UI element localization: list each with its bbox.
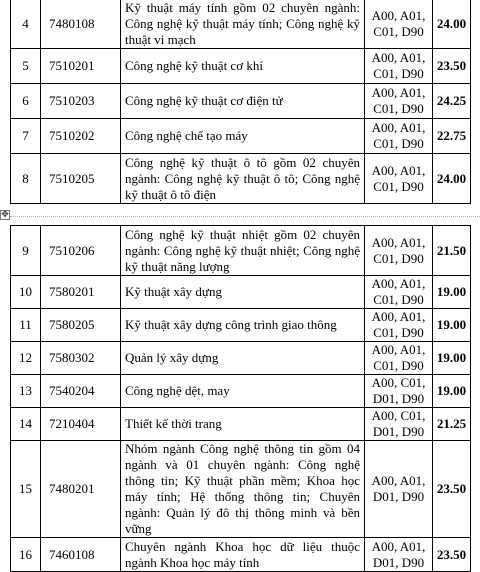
table-row xyxy=(11,375,471,408)
subject-combos: A00, A01, C01, D90 xyxy=(365,0,433,49)
admission-score: 24.00 xyxy=(433,154,471,204)
admission-score: 23.50 xyxy=(433,538,471,572)
admission-score: 19.00 xyxy=(433,276,471,309)
major-name: Công nghệ kỹ thuật nhiệt gồm 02 chuyên ngành: Công nghệ kỹ thuật nhiệt; Công nghệ kỹ thuật năng lượng xyxy=(121,226,365,276)
major-name: Công nghệ kỹ thuật cơ khí xyxy=(121,49,365,84)
admission-score: 19.00 xyxy=(433,309,471,342)
table-row xyxy=(11,441,471,538)
row-index: 6 xyxy=(11,84,41,119)
row-index: 5 xyxy=(11,49,41,84)
row-index: 4 xyxy=(11,0,41,49)
admission-score: 24.00 xyxy=(433,0,471,49)
table-row xyxy=(11,119,471,154)
major-name: Kỹ thuật xây dựng xyxy=(121,276,365,309)
major-code: 7540204 xyxy=(41,375,121,408)
table-row xyxy=(11,154,471,204)
subject-combos: A00, A01, C01, D90 xyxy=(365,276,433,309)
major-code: 7210404 xyxy=(41,408,121,441)
table-row xyxy=(11,408,471,441)
subject-combos: A00, A01, D01, D90 xyxy=(365,441,433,538)
row-index: 8 xyxy=(11,154,41,204)
major-name: Công nghệ kỹ thuật cơ điện tử xyxy=(121,84,365,119)
subject-combos: A00, A01, C01, D90 xyxy=(365,119,433,154)
major-code: 7510203 xyxy=(41,84,121,119)
subject-combos: A00, A01, C01, D90 xyxy=(365,49,433,84)
table-row xyxy=(11,538,471,572)
major-name: Công nghệ dệt, may xyxy=(121,375,365,408)
admission-score: 19.00 xyxy=(433,342,471,375)
row-index: 11 xyxy=(11,309,41,342)
subject-combos: A00, C01, D01, D90 xyxy=(365,375,433,408)
row-index: 12 xyxy=(11,342,41,375)
major-name: Quản lý xây dựng xyxy=(121,342,365,375)
major-code: 7580205 xyxy=(41,309,121,342)
major-name: Chuyên ngành Khoa học dữ liệu thuộc ngành Khoa học máy tính xyxy=(121,538,365,572)
table-row xyxy=(11,226,471,276)
admission-score: 24.25 xyxy=(433,84,471,119)
table-row xyxy=(11,276,471,309)
major-code: 7460108 xyxy=(41,538,121,572)
table-row xyxy=(11,49,471,84)
admission-score: 21.25 xyxy=(433,408,471,441)
major-name: Kỹ thuật xây dựng công trình giao thông xyxy=(121,309,365,342)
row-index: 13 xyxy=(11,375,41,408)
row-index: 7 xyxy=(11,119,41,154)
major-code: 7580201 xyxy=(41,276,121,309)
admission-table-top xyxy=(10,0,471,204)
major-name: Công nghệ kỹ thuật ô tô gồm 02 chuyên ngành: Công nghệ kỹ thuật ô tô; Công nghệ kỹ thuật ô tô điện xyxy=(121,154,365,204)
major-code: 7510205 xyxy=(41,154,121,204)
admission-score: 22.75 xyxy=(433,119,471,154)
major-code: 7580302 xyxy=(41,342,121,375)
major-name: Kỹ thuật máy tính gồm 02 chuyên ngành: Công nghệ kỹ thuật máy tính; Công nghệ kỹ thuật vi mạch xyxy=(121,0,365,49)
admission-score: 21.50 xyxy=(433,226,471,276)
row-index: 9 xyxy=(11,226,41,276)
major-code: 7510201 xyxy=(41,49,121,84)
major-code: 7480201 xyxy=(41,441,121,538)
admission-table-bottom xyxy=(10,225,471,572)
major-code: 7510202 xyxy=(41,119,121,154)
major-code: 7510206 xyxy=(41,226,121,276)
subject-combos: A00, A01, C01, D90 xyxy=(365,84,433,119)
table-row xyxy=(11,309,471,342)
subject-combos: A00, A01, D01, D90 xyxy=(365,538,433,572)
subject-combos: A00, A01, C01, D90 xyxy=(365,309,433,342)
table-row xyxy=(11,0,471,49)
row-index: 15 xyxy=(11,441,41,538)
move-arrows-icon[interactable]: ✥ xyxy=(1,210,9,220)
major-code: 7480108 xyxy=(41,0,121,49)
admission-score: 19.00 xyxy=(433,375,471,408)
page-break-line xyxy=(10,216,480,217)
table-row xyxy=(11,342,471,375)
page-break-gap xyxy=(0,206,480,222)
subject-combos: A00, A01, C01, D90 xyxy=(365,154,433,204)
row-index: 14 xyxy=(11,408,41,441)
major-name: Nhóm ngành Công nghệ thông tin gồm 04 ngành và 01 chuyên ngành: Công nghệ thông tin; Kỹ thuật phần mềm; Khoa học máy tính; Hệ thống thông tin; Chuyên ngành: Quản lý đô thị thông minh và bền vững xyxy=(121,441,365,538)
major-name: Công nghệ chế tạo máy xyxy=(121,119,365,154)
row-index: 16 xyxy=(11,538,41,572)
major-name: Thiết kế thời trang xyxy=(121,408,365,441)
table-row xyxy=(11,84,471,119)
subject-combos: A00, C01, D01, D90 xyxy=(365,408,433,441)
subject-combos: A00, A01, C01, D90 xyxy=(365,226,433,276)
subject-combos: A00, A01, C01, D90 xyxy=(365,342,433,375)
admission-score: 23.50 xyxy=(433,441,471,538)
row-index: 10 xyxy=(11,276,41,309)
admission-score: 23.50 xyxy=(433,49,471,84)
